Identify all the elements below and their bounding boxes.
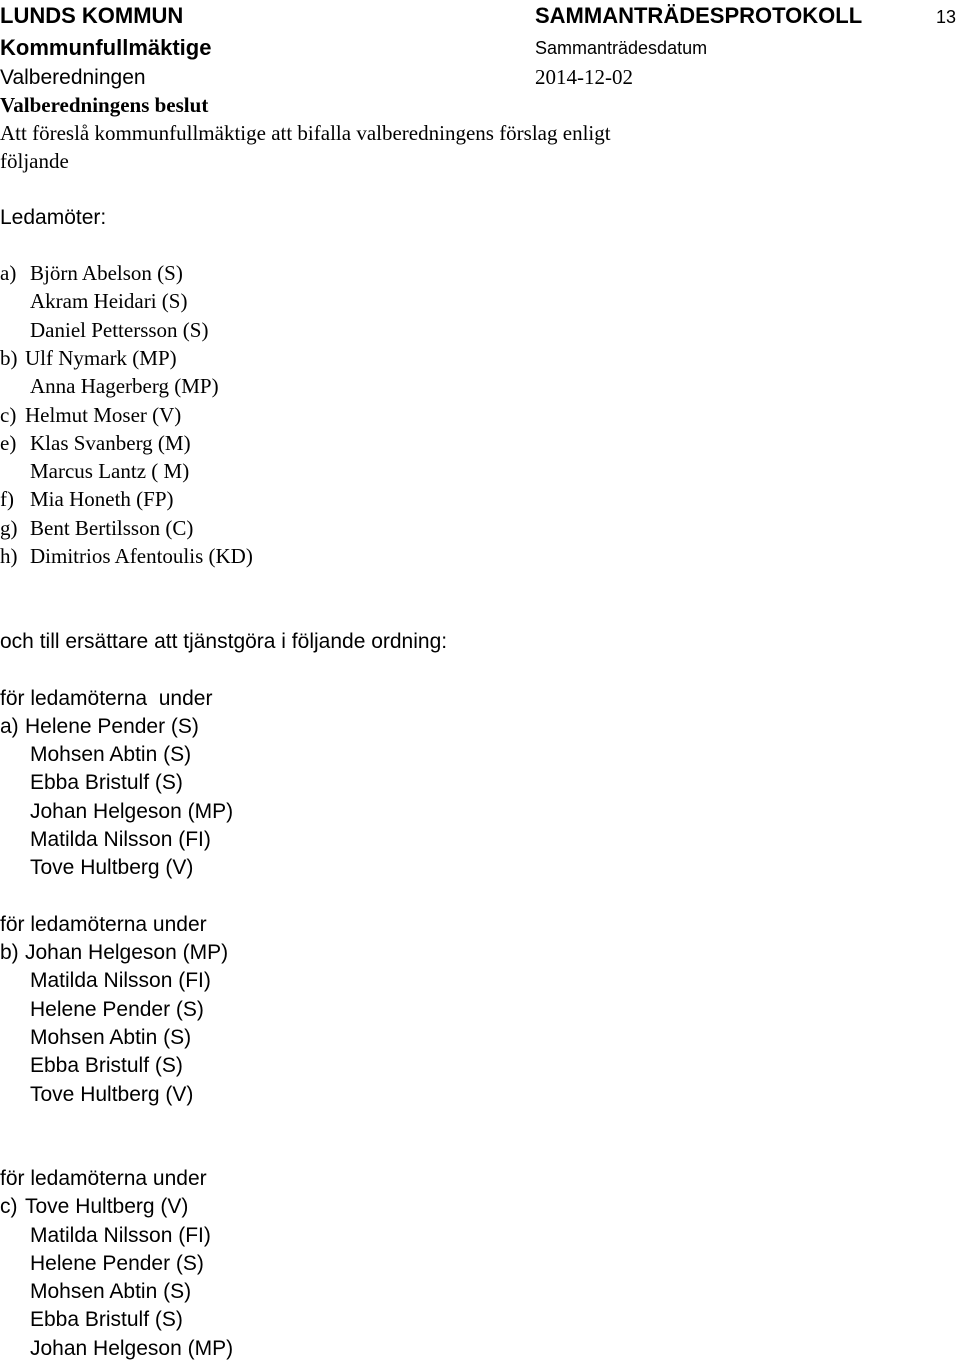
decision-text-line2: följande (0, 149, 69, 173)
decision-heading: Valberedningens beslut (0, 93, 209, 117)
substitute-entry (0, 1225, 211, 1246)
substitute-name: Matilda Nilsson (FI) (30, 828, 211, 851)
substitutes-intro: och till ersättare att tjänstgöra i följande ordning: (0, 630, 448, 653)
substitute-name: Helene Pender (S) (25, 715, 199, 738)
substitute-name: Johan Helgeson (MP) (30, 800, 234, 823)
group-label: c) (0, 1195, 18, 1218)
substitute-name: Johan Helgeson (MP) (25, 941, 229, 964)
page-number: 13 (936, 7, 957, 27)
member-label: f) (0, 487, 14, 511)
member-label: g) (0, 516, 18, 540)
member-name: Bent Bertilsson (C) (30, 516, 194, 540)
group-label: b) (0, 941, 19, 964)
member-name: Björn Abelson (S) (30, 261, 183, 285)
member-name: Anna Hagerberg (MP) (30, 374, 219, 398)
substitute-name: Tove Hultberg (V) (25, 1195, 189, 1218)
substitute-name: Mohsen Abtin (S) (30, 1280, 192, 1303)
org-name: LUNDS KOMMUN (0, 3, 184, 28)
member-label: h) (0, 544, 18, 568)
member-name: Dimitrios Afentoulis (KD) (30, 544, 253, 568)
member-entry (0, 489, 174, 510)
member-name: Marcus Lantz ( M) (30, 459, 190, 483)
member-entry (0, 263, 183, 284)
group-heading: för ledamöterna under (0, 1167, 207, 1190)
substitute-entry (0, 716, 199, 737)
member-label: b) (0, 346, 18, 370)
member-entry (0, 546, 253, 567)
member-entry (0, 461, 189, 482)
substitute-name: Ebba Bristulf (S) (30, 1308, 183, 1331)
group-label: a) (0, 715, 19, 738)
member-label: e) (0, 431, 17, 455)
substitute-entry (0, 1027, 191, 1048)
member-name: Mia Honeth (FP) (30, 487, 174, 511)
substitute-entry (0, 801, 233, 822)
committee-name: Valberedningen (0, 66, 146, 89)
member-entry (0, 518, 193, 539)
substitute-name: Mohsen Abtin (S) (30, 743, 192, 766)
substitute-entry (0, 1338, 233, 1359)
substitute-name: Ebba Bristulf (S) (30, 771, 183, 794)
body-name: Kommunfullmäktige (0, 35, 212, 60)
member-label: a) (0, 261, 17, 285)
member-entry (0, 348, 177, 369)
substitute-name: Matilda Nilsson (FI) (30, 969, 211, 992)
member-name: Klas Svanberg (M) (30, 431, 191, 455)
member-label: c) (0, 403, 17, 427)
substitute-name: Helene Pender (S) (30, 998, 204, 1021)
substitute-entry (0, 829, 211, 850)
members-heading: Ledamöter: (0, 206, 107, 229)
member-name: Helmut Moser (V) (25, 403, 182, 427)
group-heading: för ledamöterna under (0, 687, 213, 710)
substitute-name: Helene Pender (S) (30, 1252, 204, 1275)
meeting-date: 2014-12-02 (535, 65, 633, 89)
substitute-entry (0, 1253, 204, 1274)
substitute-entry (0, 970, 211, 991)
substitute-entry (0, 772, 183, 793)
substitute-entry (0, 999, 204, 1020)
member-name: Ulf Nymark (MP) (25, 346, 177, 370)
member-entry (0, 320, 208, 341)
decision-text-line1: Att föreslå kommunfullmäktige att bifalla valberedningens förslag enligt (0, 121, 611, 145)
substitute-name: Johan Helgeson (MP) (30, 1337, 234, 1360)
member-entry (0, 405, 181, 426)
substitute-entry (0, 1309, 183, 1330)
substitute-entry (0, 1281, 191, 1302)
member-entry (0, 291, 187, 312)
member-entry (0, 433, 191, 454)
substitute-name: Matilda Nilsson (FI) (30, 1224, 211, 1247)
substitute-name: Tove Hultberg (V) (30, 1083, 194, 1106)
substitute-entry (0, 942, 228, 963)
member-name: Daniel Pettersson (S) (30, 318, 209, 342)
member-name: Akram Heidari (S) (30, 289, 188, 313)
substitute-name: Tove Hultberg (V) (30, 856, 194, 879)
group-heading: för ledamöterna under (0, 913, 207, 936)
substitute-entry (0, 1196, 188, 1217)
substitute-entry (0, 744, 191, 765)
substitute-entry (0, 1084, 193, 1105)
document-type: SAMMANTRÄDESPROTOKOLL (535, 3, 863, 28)
substitute-name: Mohsen Abtin (S) (30, 1026, 192, 1049)
member-entry (0, 376, 219, 397)
substitute-name: Ebba Bristulf (S) (30, 1054, 183, 1077)
substitute-entry (0, 857, 193, 878)
substitute-entry (0, 1055, 183, 1076)
date-label: Sammanträdesdatum (535, 38, 708, 58)
